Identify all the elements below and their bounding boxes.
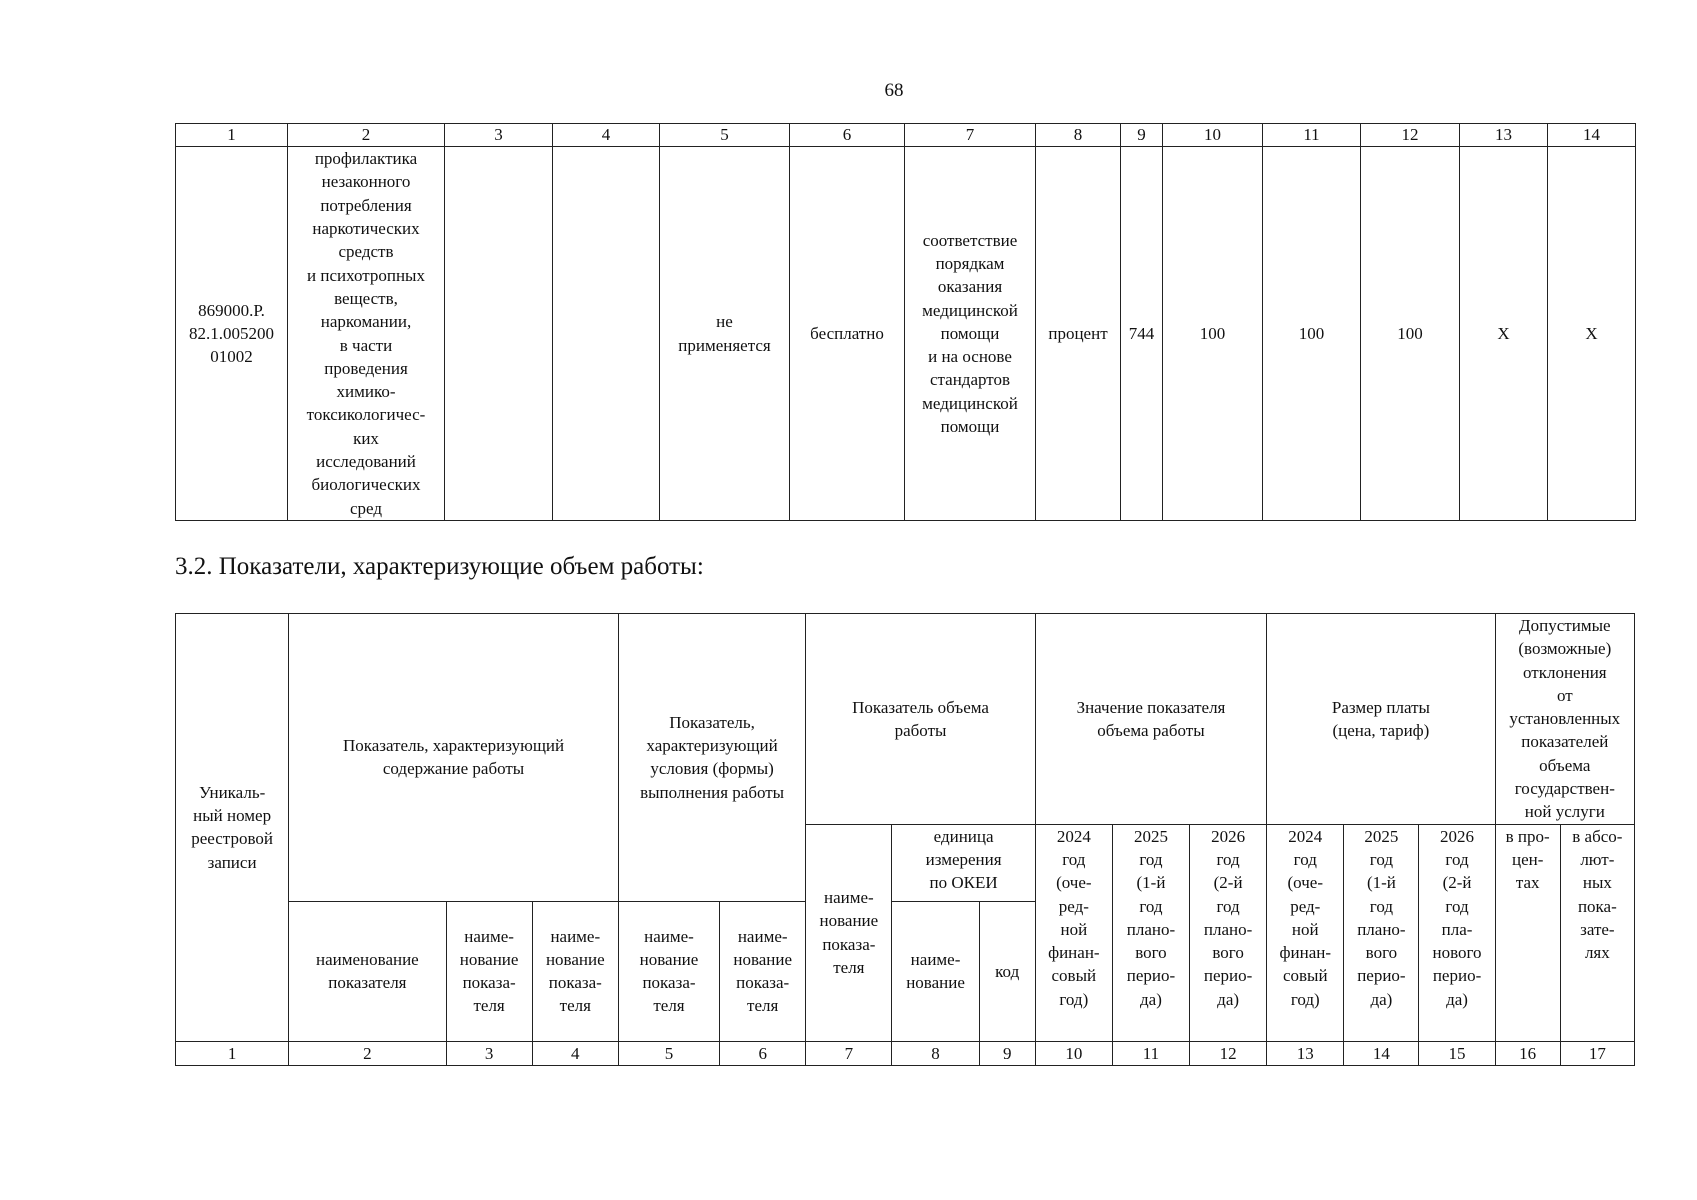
column-number: 15 [1419, 1041, 1495, 1065]
condition-cell: не применяется [660, 147, 790, 521]
column-number: 3 [446, 1041, 532, 1065]
column-number-row [176, 1041, 1635, 1065]
price-2026-header: 2026 год (2-й год пла- нового перио- да) [1419, 824, 1495, 1041]
registry-number-cell: 869000.Р. 82.1.005200 01002 [176, 147, 288, 521]
column-number: 11 [1263, 124, 1361, 147]
column-number: 7 [905, 124, 1036, 147]
column-number: 6 [790, 124, 905, 147]
condition-group-header: Показатель, характеризующий условия (формы) выполнения работы [618, 614, 805, 902]
unit-cell: процент [1036, 147, 1121, 521]
column-number: 10 [1163, 124, 1263, 147]
column-number-row [176, 124, 1636, 147]
column-number: 14 [1548, 124, 1636, 147]
page-number: 68 [884, 80, 904, 101]
unit-code-cell: 744 [1121, 147, 1163, 521]
deviation-absolute-header: в абсо- лют- ных пока- зате- лях [1560, 824, 1634, 1041]
deviation-group-header: Допустимые (возможные) отклонения от установленных показателей объема государствен- ной услуги [1495, 614, 1634, 825]
column-number: 1 [176, 124, 288, 147]
empty-cell [445, 147, 553, 521]
header-row [176, 614, 1635, 825]
unit-name-header: наиме- нование [892, 901, 979, 1041]
column-number: 9 [1121, 124, 1163, 147]
column-number: 7 [806, 1041, 892, 1065]
column-number: 8 [892, 1041, 979, 1065]
empty-cell [553, 147, 660, 521]
unit-code-header: код [979, 901, 1035, 1041]
column-number: 5 [618, 1041, 719, 1065]
content-name-header: наименование показателя [289, 901, 446, 1041]
column-number: 2 [288, 124, 445, 147]
registry-header: Уникаль- ный номер реестровой записи [176, 614, 289, 1042]
column-number: 16 [1495, 1041, 1560, 1065]
column-number: 4 [532, 1041, 618, 1065]
column-number: 11 [1112, 1041, 1189, 1065]
price-2025-header: 2025 год (1-й год плано- вого перио- да) [1344, 824, 1419, 1041]
content-name-header: наиме- нование показа- теля [446, 901, 532, 1041]
deviation-percent-cell: Х [1460, 147, 1548, 521]
column-number: 17 [1560, 1041, 1634, 1065]
column-number: 13 [1267, 1041, 1344, 1065]
indicators-volume-table [175, 613, 1635, 1066]
deviation-percent-header: в про- цен- тах [1495, 824, 1560, 1041]
content-indicator-cell: профилактика незаконного потребления наркотических средств и психотропных веществ, наркомании, в части проведения химико- токсикологичес- ких исследований биологических сред [288, 147, 445, 521]
value-2024-cell: 100 [1163, 147, 1263, 521]
condition-name-header: наиме- нование показа- теля [720, 901, 806, 1041]
volume-name-header: наиме- нование показа- теля [806, 824, 892, 1041]
payment-cell: бесплатно [790, 147, 905, 521]
price-2024-header: 2024 год (оче- ред- ной финан- совый год) [1267, 824, 1344, 1041]
section-heading: 3.2. Показатели, характеризующие объем работы: [175, 553, 704, 580]
column-number: 6 [720, 1041, 806, 1065]
column-number: 14 [1344, 1041, 1419, 1065]
value-2025-header: 2025 год (1-й год плано- вого перио- да) [1112, 824, 1189, 1041]
volume-group-header: Показатель объема работы [806, 614, 1035, 825]
column-number: 5 [660, 124, 790, 147]
column-number: 12 [1190, 1041, 1267, 1065]
column-number: 1 [176, 1041, 289, 1065]
value-2024-header: 2024 год (оче- ред- ной финан- совый год) [1035, 824, 1112, 1041]
column-number: 12 [1361, 124, 1460, 147]
column-number: 2 [289, 1041, 446, 1065]
value-2026-cell: 100 [1361, 147, 1460, 521]
value-2025-cell: 100 [1263, 147, 1361, 521]
table-row [176, 147, 1636, 521]
content-name-header: наиме- нование показа- теля [532, 901, 618, 1041]
price-group-header: Размер платы (цена, тариф) [1267, 614, 1495, 825]
column-number: 8 [1036, 124, 1121, 147]
value-group-header: Значение показателя объема работы [1035, 614, 1266, 825]
condition-name-header: наиме- нование показа- теля [618, 901, 719, 1041]
content-group-header: Показатель, характеризующий содержание работы [289, 614, 619, 902]
deviation-absolute-cell: Х [1548, 147, 1636, 521]
column-number: 9 [979, 1041, 1035, 1065]
column-number: 4 [553, 124, 660, 147]
column-number: 13 [1460, 124, 1548, 147]
indicator-name-cell: соответствие порядкам оказания медицинской помощи и на основе стандартов медицинской помощи [905, 147, 1036, 521]
column-number: 3 [445, 124, 553, 147]
indicators-quality-table [175, 123, 1636, 521]
column-number: 10 [1035, 1041, 1112, 1065]
unit-group-header: единица измерения по ОКЕИ [892, 824, 1035, 901]
value-2026-header: 2026 год (2-й год плано- вого перио- да) [1190, 824, 1267, 1041]
